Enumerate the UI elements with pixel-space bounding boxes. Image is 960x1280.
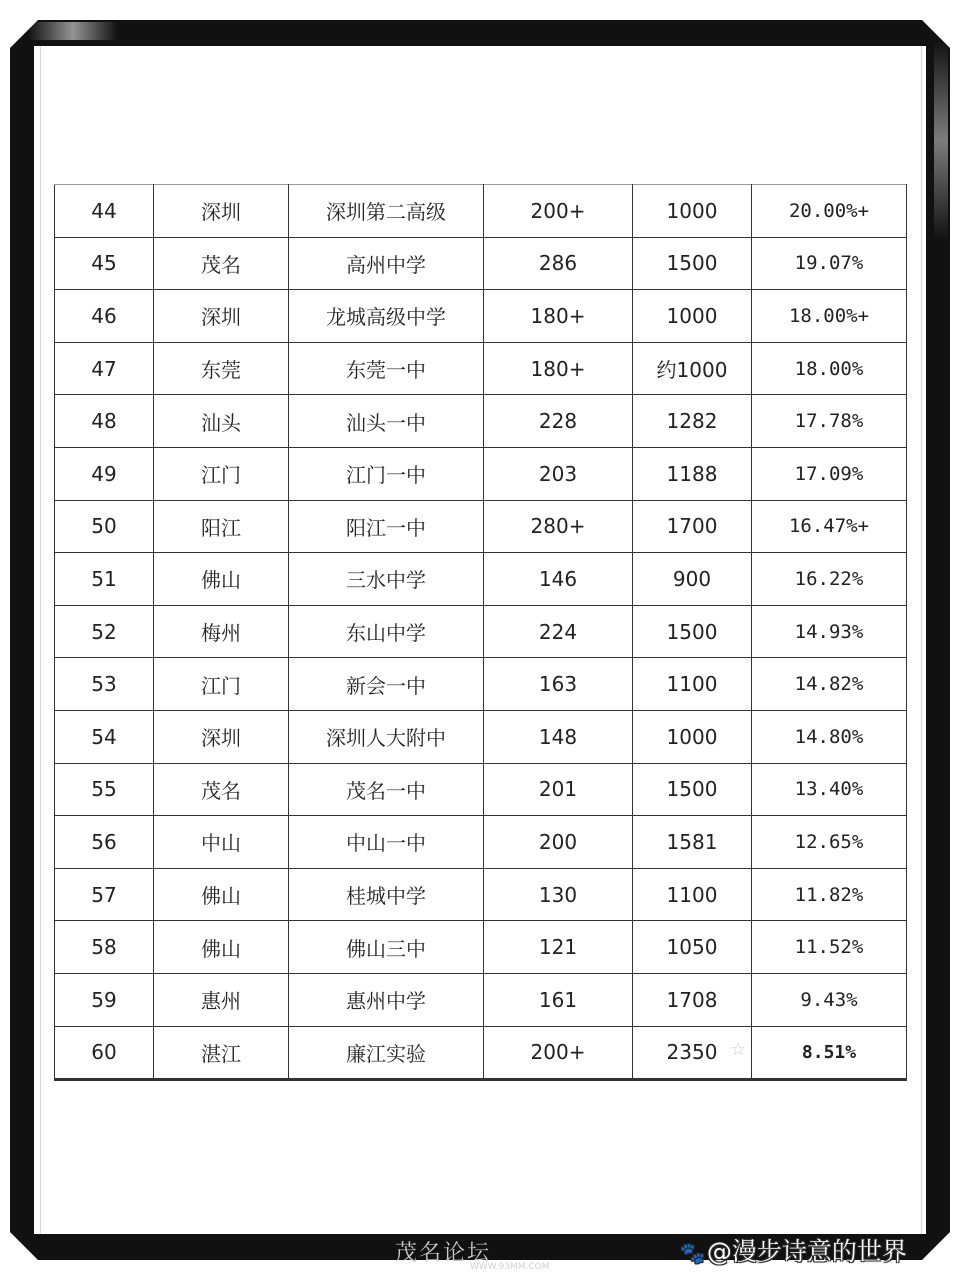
cell-school: 三水中学 [289,553,484,606]
cell-rate: 16.47%+ [752,500,907,553]
cell-rank: 59 [55,973,154,1026]
cell-school: 中山一中 [289,816,484,869]
cell-city: 惠州 [154,973,289,1026]
cell-total: 1050 [633,921,752,974]
ranking-table [54,184,907,1081]
cell-city: 汕头 [154,395,289,448]
cell-city: 中山 [154,816,289,869]
cell-rate: 11.82% [752,868,907,921]
cell-count: 280+ [484,500,633,553]
table-row [55,763,907,816]
cell-school: 龙城高级中学 [289,290,484,343]
cell-rate: 19.07% [752,237,907,290]
cell-rate: 14.80% [752,710,907,763]
cell-city: 佛山 [154,868,289,921]
frame-gloss [28,22,118,40]
cell-count: 200 [484,816,633,869]
cell-rate: 16.22% [752,553,907,606]
cell-count: 180+ [484,290,633,343]
cell-total: 1282 [633,395,752,448]
cell-rate: 12.65% [752,816,907,869]
cell-count: 130 [484,868,633,921]
cell-school: 江门一中 [289,447,484,500]
cell-rank: 50 [55,500,154,553]
table-row [55,868,907,921]
table-row [55,973,907,1026]
cell-count: 161 [484,973,633,1026]
cell-count: 180+ [484,342,633,395]
table-body [55,185,907,1080]
cell-rate: 17.78% [752,395,907,448]
cell-total: 2350 [633,1026,752,1080]
cell-count: 286 [484,237,633,290]
author-name: @漫步诗意的世界 [706,1237,907,1266]
cell-city: 茂名 [154,763,289,816]
cell-city: 梅州 [154,605,289,658]
cell-total: 1581 [633,816,752,869]
cell-school: 汕头一中 [289,395,484,448]
cell-city: 江门 [154,447,289,500]
cell-city: 深圳 [154,185,289,238]
cell-rank: 52 [55,605,154,658]
cell-rate: 18.00% [752,342,907,395]
cell-count: 146 [484,553,633,606]
cell-city: 湛江 [154,1026,289,1080]
cell-rank: 51 [55,553,154,606]
table-row [55,553,907,606]
cell-rate: 11.52% [752,921,907,974]
cell-school: 惠州中学 [289,973,484,1026]
cell-rate: 8.51% [752,1026,907,1080]
cell-city: 江门 [154,658,289,711]
cell-rank: 47 [55,342,154,395]
table-row [55,921,907,974]
cell-total: 1100 [633,658,752,711]
cell-count: 201 [484,763,633,816]
cell-school: 东山中学 [289,605,484,658]
cell-count: 148 [484,710,633,763]
cell-total: 1500 [633,763,752,816]
cell-total: 1188 [633,447,752,500]
cell-rank: 53 [55,658,154,711]
cell-total: 1100 [633,868,752,921]
cell-school: 新会一中 [289,658,484,711]
table-row [55,290,907,343]
table-row [55,658,907,711]
cell-count: 121 [484,921,633,974]
cell-rate: 13.40% [752,763,907,816]
cell-school: 东莞一中 [289,342,484,395]
frame-gloss-right [934,40,948,240]
star-icon: ☆ [730,1039,747,1060]
table-row [55,500,907,553]
cell-school: 佛山三中 [289,921,484,974]
table-row [55,185,907,238]
table-row [55,1026,907,1080]
cell-rank: 48 [55,395,154,448]
cell-school: 阳江一中 [289,500,484,553]
cell-count: 228 [484,395,633,448]
cell-rate: 18.00%+ [752,290,907,343]
author-watermark [680,1232,907,1268]
cell-total: 1500 [633,237,752,290]
table-row [55,710,907,763]
cell-rank: 60 [55,1026,154,1080]
cell-rank: 56 [55,816,154,869]
cell-total: 900 [633,553,752,606]
cell-total: 1000 [633,290,752,343]
cell-rate: 14.82% [752,658,907,711]
cell-city: 深圳 [154,710,289,763]
cell-rank: 55 [55,763,154,816]
site-url-watermark: WWW.93MM.COM [470,1262,550,1272]
cell-rate: 14.93% [752,605,907,658]
cell-rate: 17.09% [752,447,907,500]
cell-school: 茂名一中 [289,763,484,816]
cell-city: 佛山 [154,921,289,974]
cell-rank: 49 [55,447,154,500]
table-row [55,342,907,395]
table-row [55,816,907,869]
table-row [55,447,907,500]
cell-city: 阳江 [154,500,289,553]
paw-icon: 🐾 [680,1241,705,1265]
cell-school: 廉江实验 [289,1026,484,1080]
cell-total: 1000 [633,185,752,238]
cell-city: 东莞 [154,342,289,395]
cell-rate: 20.00%+ [752,185,907,238]
cell-count: 203 [484,447,633,500]
cell-school: 深圳第二高级 [289,185,484,238]
cell-count: 200+ [484,1026,633,1080]
cell-city: 茂名 [154,237,289,290]
cell-total: 约1000 [633,342,752,395]
table-row [55,237,907,290]
cell-city: 深圳 [154,290,289,343]
cell-school: 桂城中学 [289,868,484,921]
cell-count: 224 [484,605,633,658]
cell-total: 1708 [633,973,752,1026]
table-row [55,605,907,658]
cell-school: 高州中学 [289,237,484,290]
cell-total: 1500 [633,605,752,658]
cell-count: 200+ [484,185,633,238]
cell-city: 佛山 [154,553,289,606]
cell-count: 163 [484,658,633,711]
cell-rate: 9.43% [752,973,907,1026]
cell-rank: 46 [55,290,154,343]
cell-rank: 44 [55,185,154,238]
table-row [55,395,907,448]
cell-rank: 58 [55,921,154,974]
site-watermark: 茂名论坛 [395,1241,492,1266]
cell-total: 1700 [633,500,752,553]
cell-rank: 57 [55,868,154,921]
cell-total: 1000 [633,710,752,763]
cell-rank: 45 [55,237,154,290]
cell-rank: 54 [55,710,154,763]
cell-school: 深圳人大附中 [289,710,484,763]
